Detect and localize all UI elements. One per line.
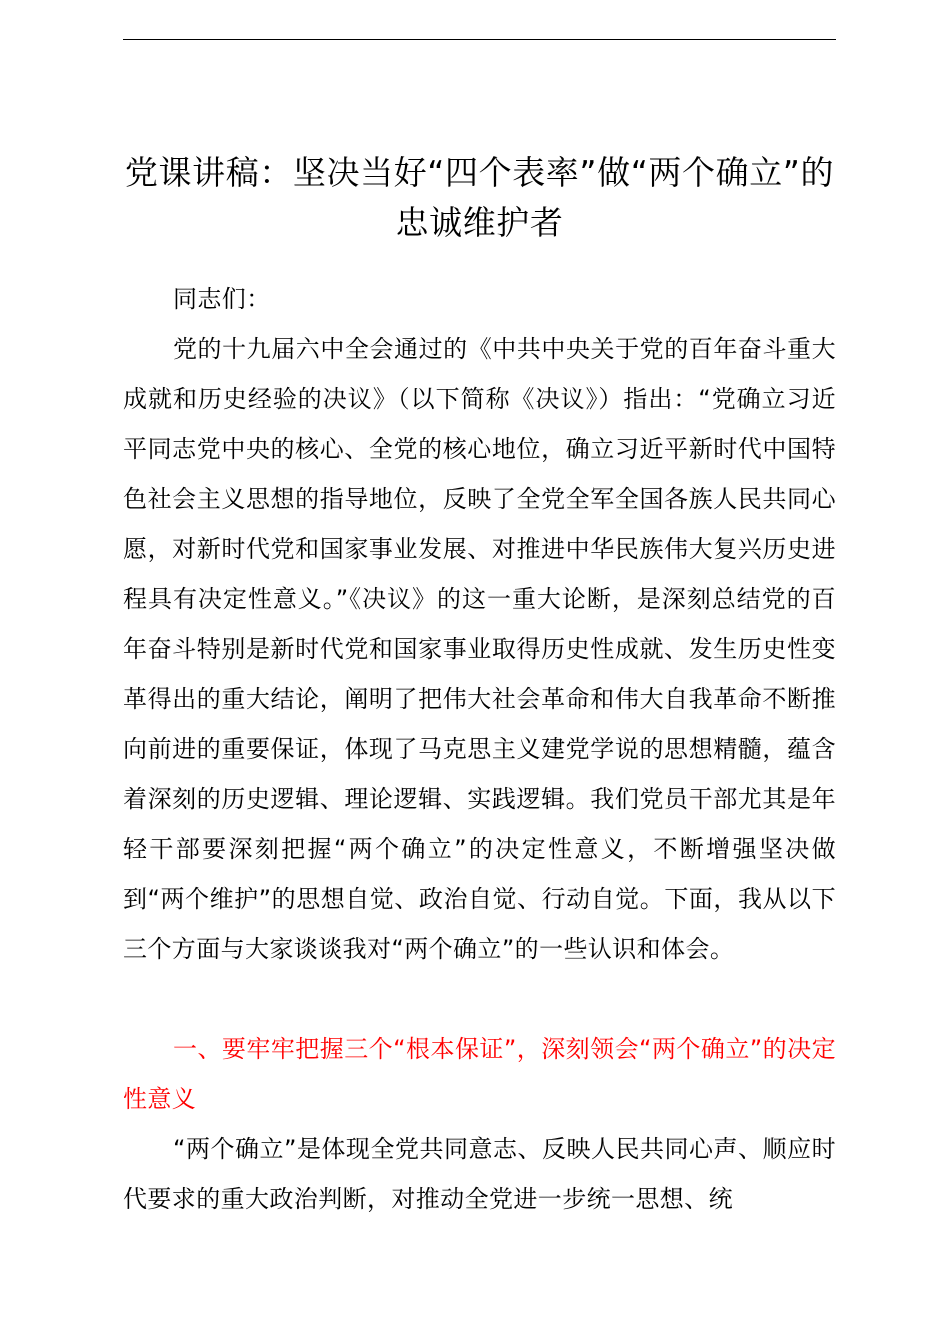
section-heading-1: 一、要牢牢把握三个“根本保证”，深刻领会“两个确立”的决定性意义 <box>123 1035 836 1113</box>
paragraph-1: 党的十九届六中全会通过的《中共中央关于党的百年奋斗重大成就和历史经验的决议》（以下简称《决议》）指出：“党确立习近平同志党中央的核心、全党的核心地位，确立习近平新时代中国特色社会主义思想的指导地位，反映了全党全军全国各族人民共同心愿，对新时代党和国家事业发展、对推进中华民族伟大复兴历史进程具有决定性意义。”《决议》的这一重大论断，是深刻总结党的百年奋斗特别是新时代党和国家事业取得历史性成就、发生历史性变革得出的重大结论，阐明了把伟大社会革命和伟大自我革命不断推向前进的重要保证，体现了马克思主义建党学说的思想精髓，蕴含着深刻的历史逻辑、理论逻辑、实践逻辑。我们党员干部尤其是年轻干部要深刻把握“两个确立”的决定性意义，不断增强坚决做到“两个维护”的思想自觉、政治自觉、行动自觉。下面，我从以下三个方面与大家谈谈我对“两个确立”的一些认识和体会。 <box>123 335 836 963</box>
greeting: 同志们： <box>173 285 271 313</box>
page-title: 党课讲稿：坚决当好“四个表率”做“两个确立”的忠诚维护者 <box>124 153 835 242</box>
header-rule <box>123 39 836 40</box>
paragraph-2: “两个确立”是体现全党共同意志、反映人民共同心声、顺应时代要求的重大政治判断，对推动全党进一步统一思想、统 <box>123 1135 836 1213</box>
